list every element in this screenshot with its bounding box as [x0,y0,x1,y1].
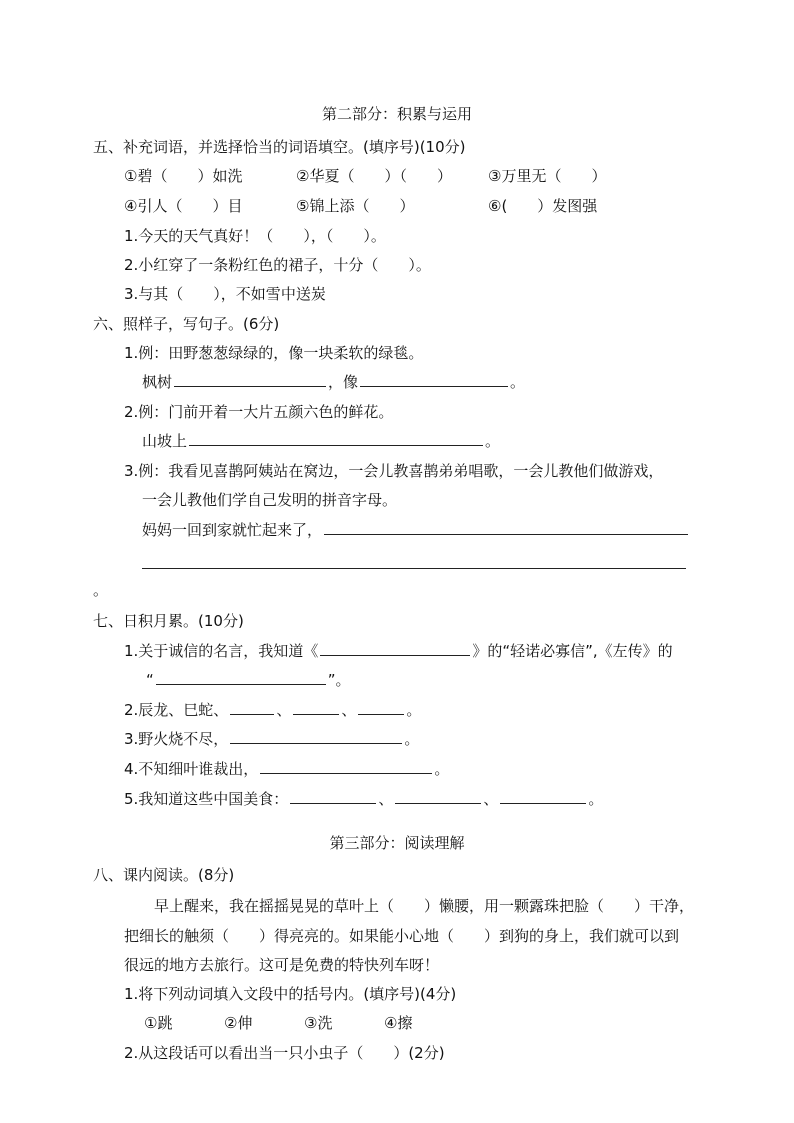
answer-blank[interactable] [500,789,586,804]
q8-verbs [144,1013,412,1033]
q5-item-3: 3.与其（ ），不如雪中送炭 [124,285,326,303]
q8-paragraph-line1: 早上醒来，我在摇摇晃晃的草叶上（ ）懒腰，用一颗露珠把脸（ ）干净， [154,897,695,915]
answer-line[interactable] [142,568,686,569]
verb-option: ④擦 [384,1014,413,1032]
q7-item-1-text: 1.关于诚信的名言，我知道《 [124,642,319,660]
answer-blank[interactable] [293,700,339,715]
q6-answer-1 [142,372,525,392]
q6-example-3-line2: 一会儿教他们学自己发明的拼音字母。 [142,491,398,509]
end-mark: 。 [406,701,422,719]
answer-blank[interactable] [230,700,274,715]
q8-paragraph-line3: 很远的地方去旅行。这可是免费的特快列车呀！ [124,956,440,974]
q6-answer-3-prefix: 妈妈一回到家就忙起来了， [142,521,323,539]
q6-answer-3 [142,520,690,540]
q7-item-3-text: 3.野火烧不尽， [124,730,229,748]
q8-paragraph-line2: 把细长的触须（ ）得亮亮的。如果能小心地（ ）到狗的身上，我们就可以到 [124,927,680,945]
separator: 、 [483,790,499,808]
verb-option: ②伸 [224,1014,253,1032]
part3-title: 第三部分：阅读理解 [329,834,465,852]
open-quote: “ [146,671,154,689]
q5-options-row1 [124,166,606,186]
answer-blank[interactable] [358,700,404,715]
verb-option: ③洗 [304,1014,333,1032]
answer-blank[interactable] [156,670,326,685]
answer-blank[interactable] [189,431,483,446]
q8-heading: 八、课内阅读。(8分) [93,866,235,884]
q6-answer-2-end: 。 [485,432,501,450]
q5-heading: 五、补充词语，并选择恰当的词语填空。(填序号)(10分) [93,138,466,156]
q7-item-1-cont [146,670,351,690]
option-1: ①碧（ ）如洗 [124,167,243,185]
q6-example-3-line1: 3.例：我看见喜鹊阿姨站在窝边，一会儿教喜鹊弟弟唱歌，一会儿教他们做游戏， [124,462,664,480]
answer-blank[interactable] [324,520,688,535]
option-2: ②华夏（ ）（ ） [296,167,452,185]
q7-item-2 [124,700,421,720]
answer-blank[interactable] [395,789,481,804]
q6-answer-1-mid: ，像 [328,373,359,391]
option-3: ③万里无（ ） [488,167,607,185]
end-mark: 。 [404,730,420,748]
answer-blank[interactable] [320,641,470,656]
q6-answer-1-prefix: 枫树 [142,373,173,391]
q6-example-1: 1.例：田野葱葱绿绿的，像一块柔软的绿毯。 [124,344,424,362]
option-6: ⑥( ）发图强 [488,197,598,215]
q7-item-5 [124,789,603,809]
separator: 、 [378,790,394,808]
end-mark: 。 [434,760,450,778]
q6-answer-1-end: 。 [510,373,526,391]
q7-item-1 [124,641,673,661]
q7-item-2-text: 2.辰龙、巳蛇、 [124,701,229,719]
q7-heading: 七、日积月累。(10分) [93,612,244,630]
q7-item-4-text: 4.不知细叶谁裁出， [124,760,259,778]
q6-answer-3-end: 。 [93,581,109,599]
answer-blank[interactable] [360,372,508,387]
q6-answer-2-prefix: 山坡上 [142,432,188,450]
q5-item-1: 1.今天的天气真好！（ ），（ ）。 [124,227,386,245]
q7-item-5-text: 5.我知道这些中国美食： [124,790,289,808]
separator: 、 [341,701,357,719]
q7-item-3 [124,729,419,749]
end-mark: 。 [588,790,604,808]
answer-blank[interactable] [290,789,376,804]
option-5: ⑤锦上添（ ） [296,197,415,215]
option-4: ④引人（ ）目 [124,197,243,215]
q7-item-4 [124,759,449,779]
q5-options-row2 [124,196,597,216]
q6-example-2: 2.例：门前开着一大片五颜六色的鲜花。 [124,403,394,421]
q7-item-1-text-2: 》的“轻诺必寡信”,《左传》的 [472,642,673,660]
verb-option: ①跳 [144,1014,173,1032]
answer-blank[interactable] [260,759,432,774]
q5-item-2: 2.小红穿了一条粉红色的裙子，十分（ ）。 [124,256,431,274]
close-quote: ”。 [327,671,351,689]
answer-blank[interactable] [174,372,326,387]
part2-title: 第二部分：积累与运用 [321,105,472,123]
q6-heading: 六、照样子，写句子。(6分) [93,315,280,333]
separator: 、 [276,701,292,719]
q6-answer-2 [142,431,500,451]
q8-sub-2: 2.从这段话可以看出当一只小虫子（ ）(2分) [124,1044,445,1062]
q8-sub-1: 1.将下列动词填入文段中的括号内。(填序号)(4分) [124,985,457,1003]
answer-blank[interactable] [230,729,402,744]
